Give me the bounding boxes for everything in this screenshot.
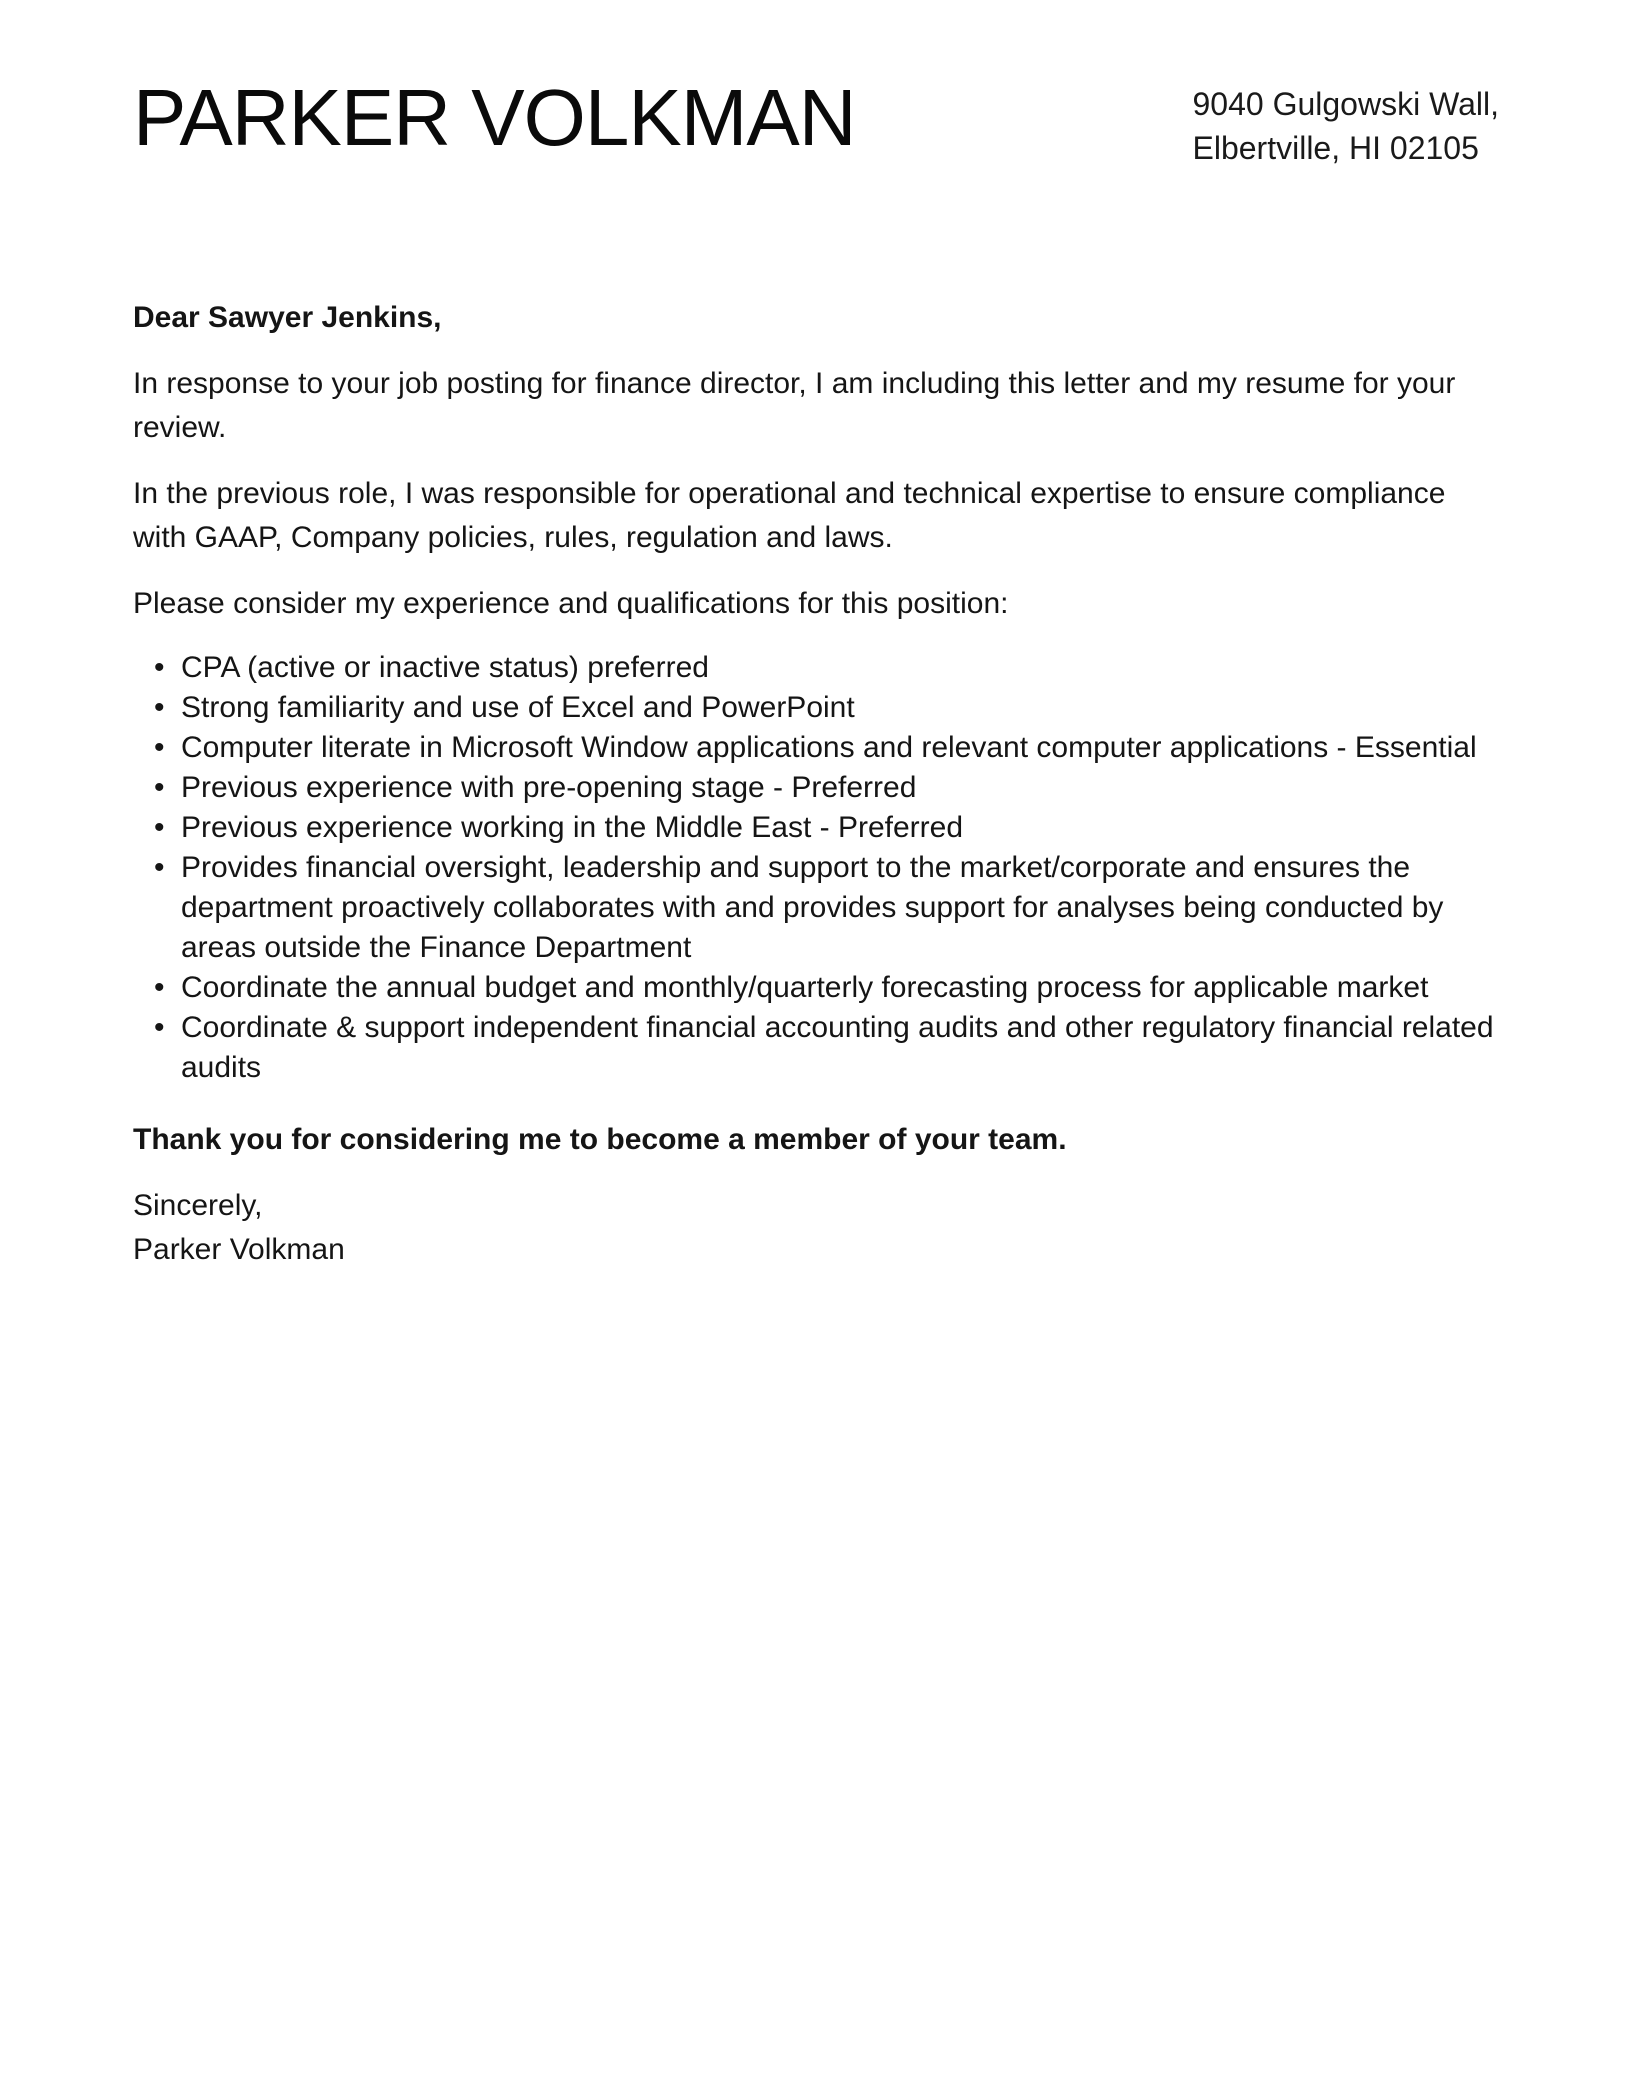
signature-name: Parker Volkman xyxy=(133,1233,345,1266)
paragraph-intro: In response to your job posting for finance director, I am including this letter and my resume for your review. xyxy=(133,367,1456,444)
closing-statement: Thank you for considering me to become a member of your team. xyxy=(133,1123,1067,1156)
list-item: • CPA (active or inactive status) preferred xyxy=(181,648,1503,688)
paragraph-consider: Please consider my experience and qualifications for this position: xyxy=(133,587,1009,620)
letter-header xyxy=(133,72,1499,192)
sign-off-block xyxy=(133,1184,1503,1272)
letter-body xyxy=(133,296,1503,1294)
address-line-2: Elbertville, HI 02105 xyxy=(1192,130,1479,166)
salutation: Dear Sawyer Jenkins, xyxy=(133,301,442,334)
qualifications-list xyxy=(133,648,1503,1088)
list-item: • Strong familiarity and use of Excel and PowerPoint xyxy=(181,688,1503,728)
list-item: • Coordinate the annual budget and monthly/quarterly forecasting process for applicable market xyxy=(181,968,1503,1008)
sign-off: Sincerely, xyxy=(133,1189,263,1222)
list-item: • Provides financial oversight, leadership and support to the market/corporate and ensures the department proactively collaborates with and provides support for analyses being conducted by areas outside the Finance Department xyxy=(181,848,1503,968)
list-item: • Computer literate in Microsoft Window applications and relevant computer applications - Essential xyxy=(181,728,1503,768)
paragraph-previous-role: In the previous role, I was responsible for operational and technical expertise to ensure compliance with GAAP, Company policies, rules, regulation and laws. xyxy=(133,477,1446,554)
list-item: • Previous experience working in the Middle East - Preferred xyxy=(181,808,1503,848)
list-item: • Previous experience with pre-opening stage - Preferred xyxy=(181,768,1503,808)
sender-address xyxy=(1193,82,1500,170)
list-item: • Coordinate & support independent financial accounting audits and other regulatory financial related audits xyxy=(181,1008,1503,1088)
sender-name: PARKER VOLKMAN xyxy=(133,73,856,162)
address-line-1: 9040 Gulgowski Wall, xyxy=(1192,86,1499,122)
